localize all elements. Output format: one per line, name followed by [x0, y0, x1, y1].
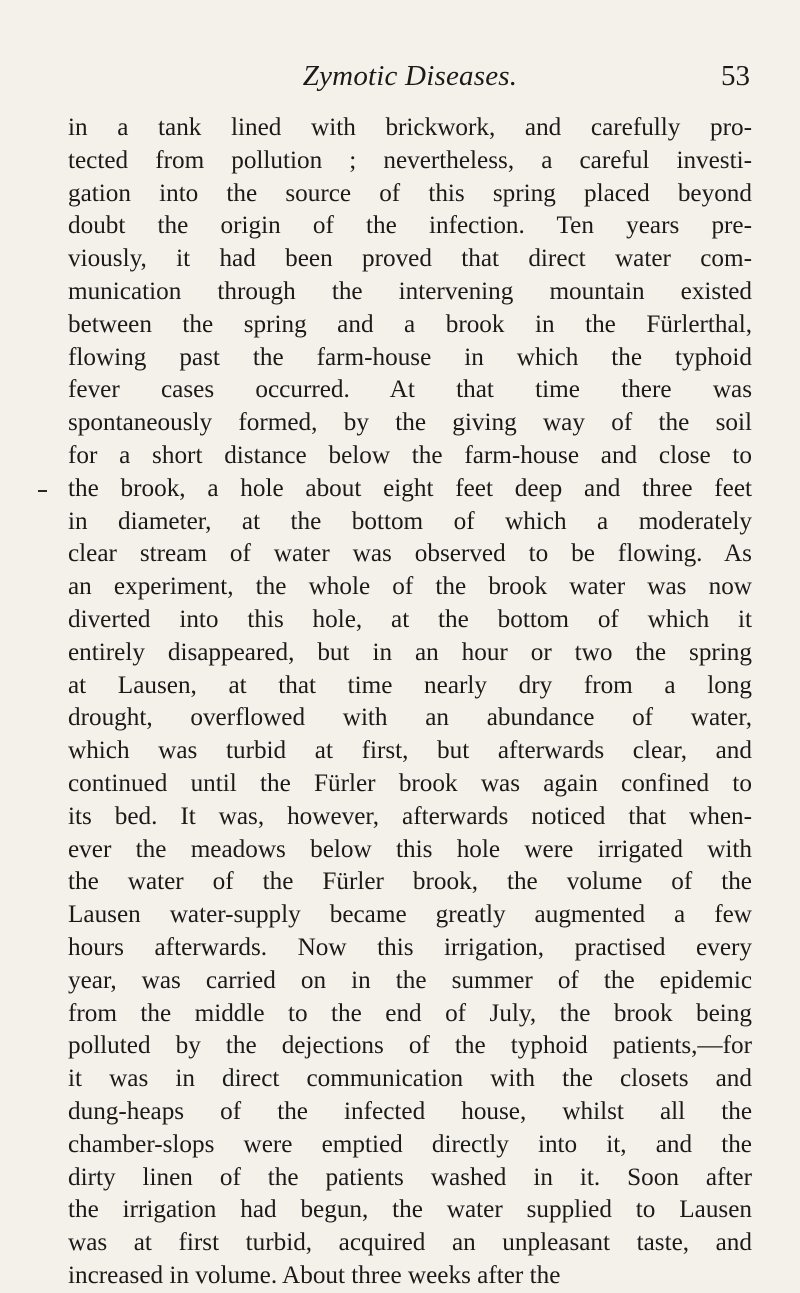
- text-line: increased in volume. About three weeks after the: [68, 1261, 561, 1289]
- text-line: Lausen water-supply became greatly augmented a few: [68, 901, 752, 929]
- text-line: entirely disappeared, but in an hour or two the spring: [68, 638, 752, 666]
- margin-mark: [38, 490, 47, 492]
- text-line: hours afterwards. Now this irrigation, practised every: [68, 933, 752, 961]
- text-line: which was turbid at first, but afterwards clear, and: [68, 737, 752, 765]
- text-line: clear stream of water was observed to be flowing. As: [68, 540, 752, 568]
- text-line: the brook, a hole about eight feet deep and three feet: [68, 474, 752, 502]
- text-line: it was in direct communication with the closets and: [68, 1065, 752, 1093]
- text-line: between the spring and a brook in the Fürlerthal,: [68, 310, 752, 338]
- text-line: polluted by the dejections of the typhoid patients,—for: [68, 1032, 752, 1060]
- text-line: in diameter, at the bottom of which a moderately: [68, 507, 752, 535]
- text-line: the irrigation had begun, the water supplied to Lausen: [68, 1196, 752, 1224]
- text-line: its bed. It was, however, afterwards noticed that when-: [68, 802, 752, 830]
- running-head: [70, 60, 750, 100]
- text-line: year, was carried on in the summer of the epidemic: [68, 966, 752, 994]
- text-line: continued until the Fürler brook was again confined to: [68, 769, 752, 797]
- text-line: the water of the Fürler brook, the volume of the: [68, 868, 752, 896]
- text-line: tected from pollution ; nevertheless, a careful investi-: [68, 146, 752, 174]
- text-line: viously, it had been proved that direct water com-: [68, 245, 752, 273]
- text-line: in a tank lined with brickwork, and carefully pro-: [68, 114, 752, 141]
- text-line: spontaneously formed, by the giving way of the soil: [68, 409, 752, 437]
- text-line: for a short distance below the farm-house and close to: [68, 441, 752, 469]
- text-line: ever the meadows below this hole were irrigated with: [68, 835, 752, 863]
- text-line: drought, overflowed with an abundance of water,: [68, 704, 752, 732]
- running-title: Zymotic Diseases.: [302, 60, 518, 92]
- text-line: was at first turbid, acquired an unpleasant taste, and: [68, 1229, 752, 1257]
- text-line: flowing past the farm-house in which the typhoid: [68, 343, 752, 371]
- text-line: an experiment, the whole of the brook water was now: [68, 573, 752, 601]
- page-number: 53: [721, 60, 750, 92]
- text-line: at Lausen, at that time nearly dry from a long: [68, 671, 752, 699]
- body-text: [68, 112, 752, 1293]
- text-line: diverted into this hole, at the bottom of which it: [68, 605, 752, 633]
- text-line: from the middle to the end of July, the brook being: [68, 999, 752, 1027]
- text-line: gation into the source of this spring placed beyond: [68, 179, 752, 207]
- text-line: munication through the intervening mountain existed: [68, 277, 752, 305]
- text-line: fever cases occurred. At that time there was: [68, 376, 752, 404]
- text-line: chamber-slops were emptied directly into it, and the: [68, 1130, 752, 1158]
- text-line: dung-heaps of the infected house, whilst all the: [68, 1097, 752, 1125]
- text-line: dirty linen of the patients washed in it. Soon after: [68, 1163, 752, 1191]
- text-line: doubt the origin of the infection. Ten years pre-: [68, 212, 752, 240]
